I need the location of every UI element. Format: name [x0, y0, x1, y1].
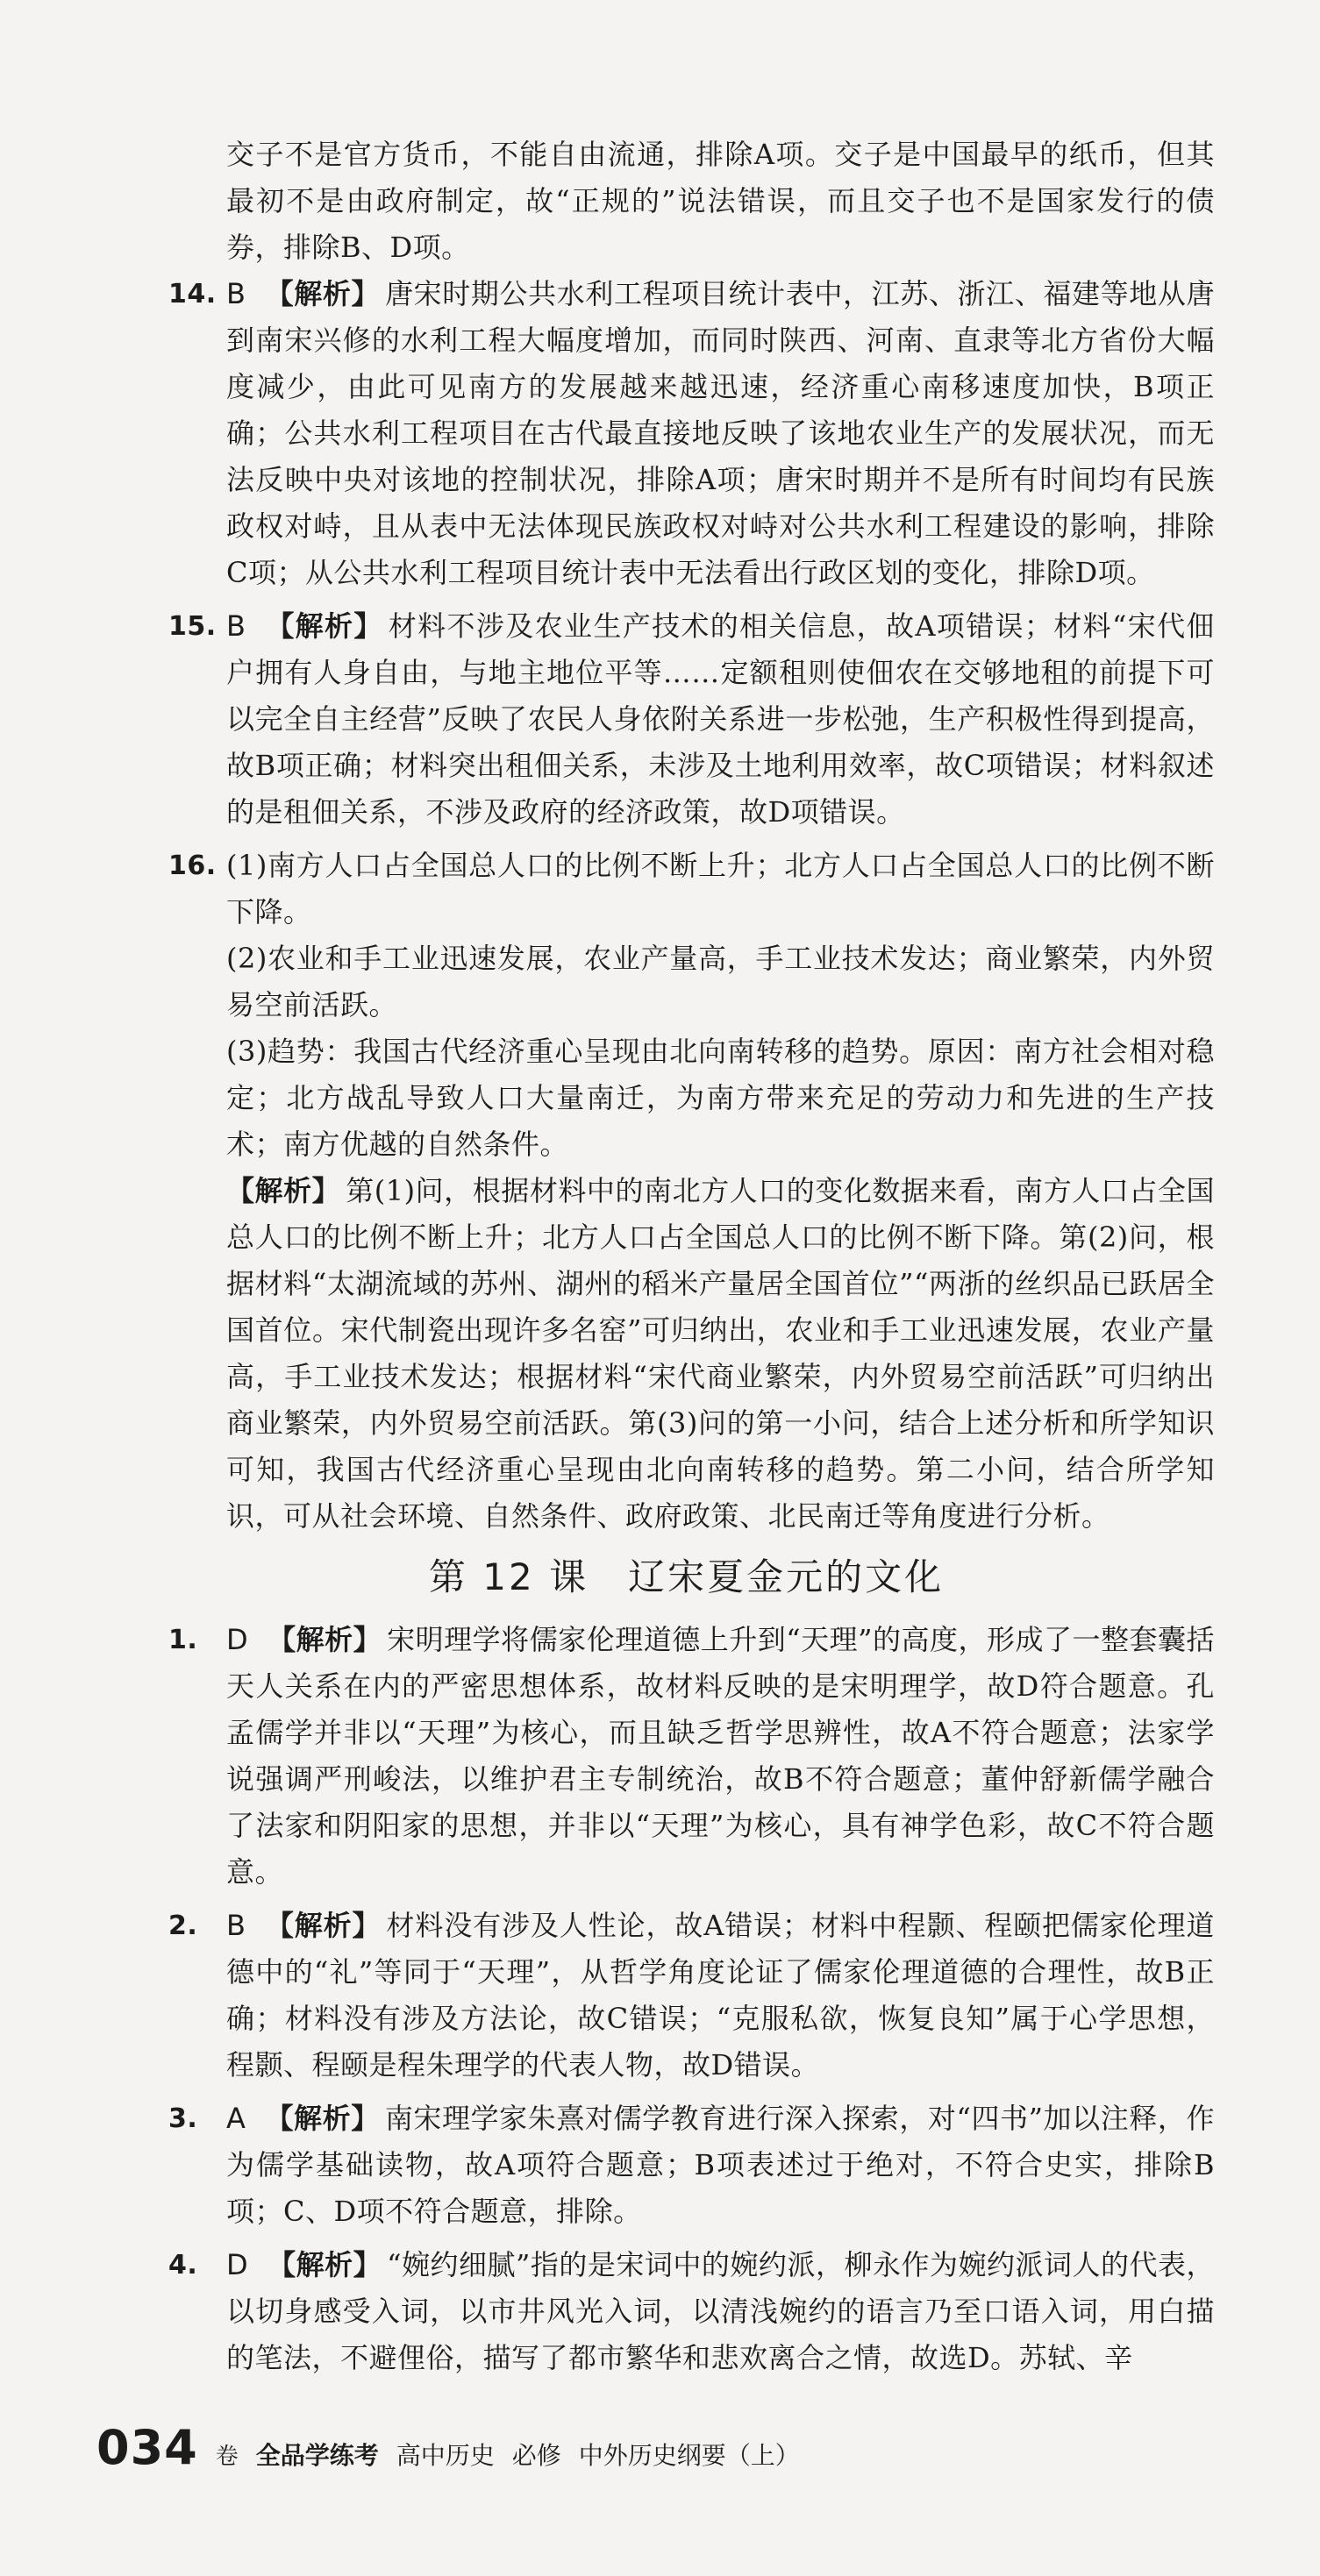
item-analysis-text: 材料不涉及农业生产技术的相关信息，故A项错误；材料“宋代佃户拥有人身自由，与地主地位平等……定额租则使佃农在交够地租的前提下可以完全自主经营”反映了农民人身依附关系进一步松弛，生产积极性得到提高，故B项正确；材料突出租佃关系，未涉及土地利用效率，故C项错误；材料叙述的是租佃关系，不涉及政府的经济政策，故D项错误。: [226, 609, 1215, 829]
volume-mark: 卷: [215, 2444, 239, 2470]
lesson-item-2: [158, 1903, 1215, 2089]
item-number: 3.: [168, 2103, 198, 2134]
item-answer: A: [226, 2102, 246, 2135]
analysis-tag: 【解析】: [268, 1623, 382, 1656]
lesson-title: 第 12 课 辽宋夏金元的文化: [428, 1555, 945, 1598]
subject-label: 高中历史: [396, 2441, 495, 2470]
answer-item-16: [158, 843, 1215, 1540]
item16-part3: (3)趋势：我国古代经济重心呈现由北向南转移的趋势。原因：南方社会相对稳定；北方战乱导致人口大量南迁，为南方带来充足的劳动力和先进的生产技术；南方优越的自然条件。: [226, 1035, 1215, 1161]
item-answer: B: [226, 277, 246, 310]
item-analysis-text: 材料没有涉及人性论，故A错误；材料中程颢、程颐把儒家伦理道德中的“礼”等同于“天理”，从哲学角度论证了儒家伦理道德的合理性，故B正确；材料没有涉及方法论，故C错误；“克服私欲，恢复良知”属于心学思想，程颢、程颐是程朱理学的代表人物，故D错误。: [226, 1909, 1215, 2081]
book-title: 中外历史纲要（上）: [578, 2441, 800, 2470]
item16-analysis: 第(1)问，根据材料中的南北方人口的变化数据来看，南方人口占全国总人口的比例不断上升；北方人口占全国总人口的比例不断下降。第(2)问，根据材料“太湖流域的苏州、湖州的稻米产量居全国首位”“两浙的丝织品已跃居全国首位。宋代制瓷出现许多名窑”可归纳出，农业和手工业迅速发展，农业产量高，手工业技术发达；根据材料“宋代商业繁荣，内外贸易空前活跃”可归纳出商业繁荣，内外贸易空前活跃。第(3)问的第一小问，结合上述分析和所学知识可知，我国古代经济重心呈现由北向南转移的趋势。第二小问，结合所学知识，可从社会环境、自然条件、政府政策、北民南迁等角度进行分析。: [226, 1174, 1215, 1533]
lesson-item-4: [158, 2242, 1215, 2381]
item-answer: D: [226, 2248, 249, 2281]
analysis-tag: 【解析】: [265, 2102, 380, 2135]
analysis-tag: 【解析】: [268, 2248, 382, 2281]
analysis-tag: 【解析】: [226, 1174, 341, 1207]
item-answer: B: [226, 609, 246, 643]
item-analysis-text: “婉约细腻”指的是宋词中的婉约派，柳永作为婉约派词人的代表，以切身感受入词，以市井风光入词，以清浅婉约的语言乃至口语入词，用白描的笔法，不避俚俗，描写了都市繁华和悲欢离合之情，故选D。苏轼、辛: [226, 2248, 1215, 2374]
continuation-paragraph: 交子不是官方货币，不能自由流通，排除A项。交子是中国最早的纸币，但其最初不是由政府制定，故“正规的”说法错误，而且交子也不是国家发行的债券，排除B、D项。: [226, 138, 1215, 264]
item-number: 16.: [168, 850, 217, 881]
item-number: 2.: [168, 1911, 198, 1941]
analysis-tag: 【解析】: [265, 277, 381, 310]
brand-name: 全品学练考: [255, 2441, 379, 2470]
item-answer: B: [226, 1909, 246, 1942]
item-analysis-text: 唐宋时期公共水利工程项目统计表中，江苏、浙江、福建等地从唐到南宋兴修的水利工程大幅度增加，而同时陕西、河南、直隶等北方省份大幅度减少，由此可见南方的发展越来越迅速，经济重心南移速度加快，B项正确；公共水利工程项目在古代最直接地反映了该地农业生产的发展状况，而无法反映中央对该地的控制状况，排除A项；唐宋时期并不是所有时间均有民族政权对峙，且从表中无法体现民族政权对峙对公共水利工程建设的影响，排除C项；从公共水利工程项目统计表中无法看出行政区划的变化，排除D项。: [226, 277, 1215, 589]
item-number: 15.: [168, 611, 217, 642]
lesson-item-1: [158, 1617, 1215, 1896]
answer-text-block: [158, 132, 1215, 2388]
item-analysis-text: 宋明理学将儒家伦理道德上升到“天理”的高度，形成了一整套囊括天人关系在内的严密思想体系，故材料反映的是宋明理学，故D符合题意。孔孟儒学并非以“天理”为核心，而且缺乏哲学思辨性，故A不符合题意；法家学说强调严刑峻法，以维护君主专制统治，故B不符合题意；董仲舒新儒学融合了法家和阴阳家的思想，并非以“天理”为核心，具有神学色彩，故C不符合题意。: [226, 1623, 1215, 1889]
item-number: 14.: [168, 279, 217, 310]
page-footer: [96, 2420, 800, 2475]
analysis-tag: 【解析】: [265, 1909, 382, 1942]
page-number: 034: [96, 2420, 198, 2475]
item-analysis-text: 南宋理学家朱熹对儒学教育进行深入探索，对“四书”加以注释，作为儒学基础读物，故A项符合题意；B项表述过于绝对，不符合史实，排除B项；C、D项不符合题意，排除。: [226, 2102, 1215, 2228]
analysis-tag: 【解析】: [265, 609, 383, 643]
lesson-item-3: [158, 2096, 1215, 2235]
item-answer: D: [226, 1623, 249, 1656]
item16-part1: (1)南方人口占全国总人口的比例不断上升；北方人口占全国总人口的比例不断下降。: [226, 849, 1215, 929]
item-number: 1.: [168, 1625, 198, 1655]
item16-part2: (2)农业和手工业迅速发展，农业产量高，手工业技术发达；商业繁荣，内外贸易空前活跃。: [226, 942, 1215, 1021]
answer-item-14: [158, 271, 1215, 596]
course-type-label: 必修: [511, 2441, 561, 2470]
answer-item-15: [158, 603, 1215, 836]
item-number: 4.: [168, 2250, 198, 2281]
